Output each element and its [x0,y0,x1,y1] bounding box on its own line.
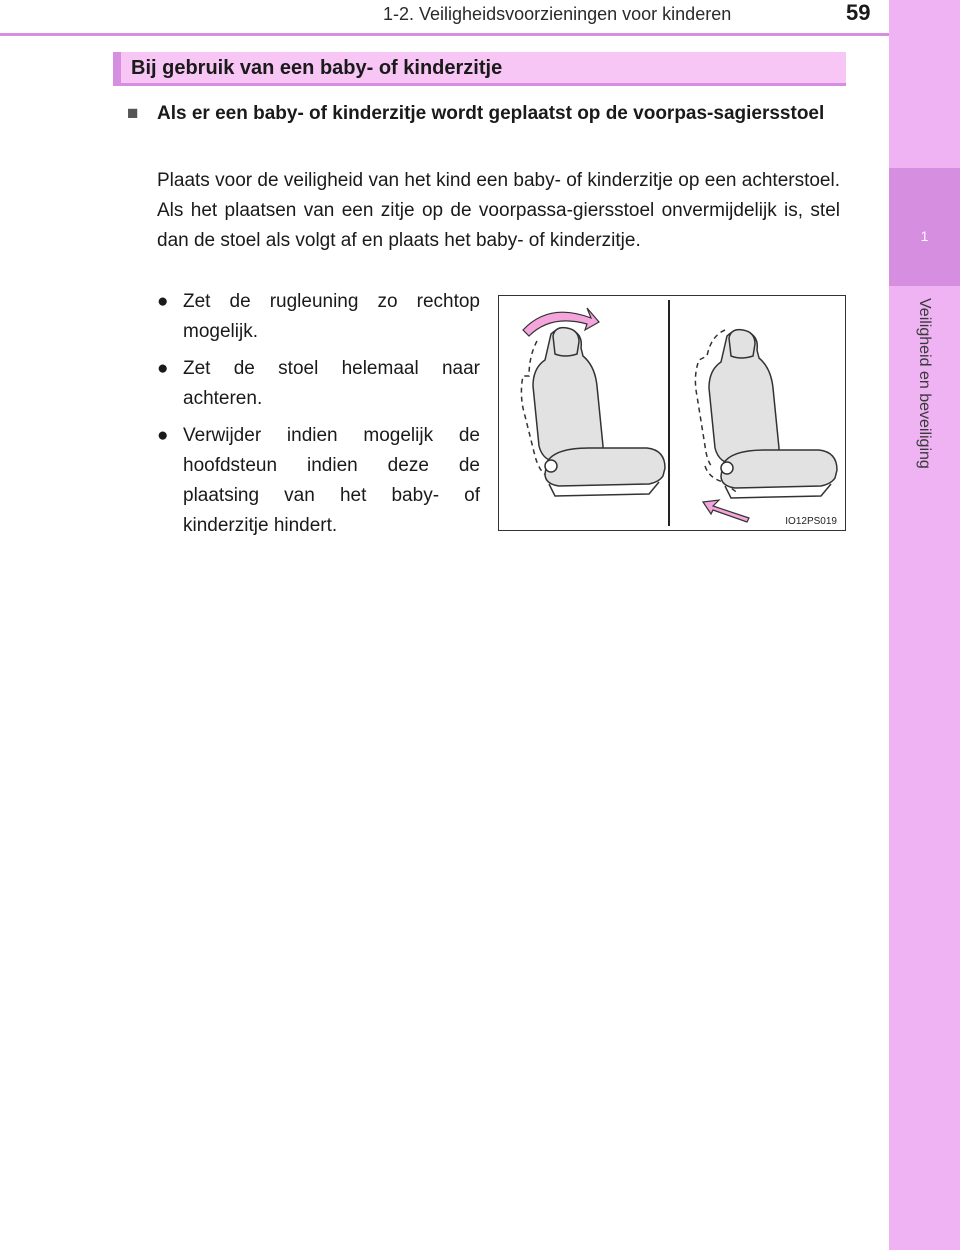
bullet-item [157,354,480,414]
left-cushion [545,448,665,486]
bullet-dot-icon: ● [157,425,169,446]
section-title-bar [113,52,846,86]
left-recline-knob [545,460,557,472]
left-seat-group [521,328,665,496]
slide-back-arrow-icon [703,500,749,522]
square-marker-icon: ■ [127,103,139,124]
sub-heading-text: Als er een baby- of kinderzitje wordt geplaatst op de voorpas-sagiersstoel [157,103,825,124]
bullet-item [157,421,480,541]
seat-illustration [499,296,845,530]
sub-heading [127,98,840,129]
header-divider [0,33,889,36]
seat-adjustment-figure [498,295,846,531]
chapter-title-vertical [902,298,946,518]
body-paragraph: Plaats voor de veiligheid van het kind een baby- of kinderzitje op een achterstoel. Als het plaatsen van een zitje op de voorpassa-giersstoel onvermijdelijk is, stel dan de stoel als volgt af en plaats het baby- of kinderzitje. [157,170,840,251]
chapter-side-tab [889,0,960,1250]
section-title: Bij gebruik van een baby- of kinderzitje [131,57,503,79]
left-headrest [553,328,579,356]
bullet-dot-icon: ● [157,358,169,379]
bullet-text: Zet de rugleuning zo rechtop mogelijk. [183,291,480,342]
bullet-text: Zet de stoel helemaal naar achteren. [183,358,480,409]
right-recline-knob [721,462,733,474]
chapter-number: 1 [920,228,929,244]
chapter-number-block [889,168,960,286]
bullet-text: Verwijder indien mogelijk de hoofdsteun indien deze de plaatsing van het baby- of kinderzitje hindert. [183,425,480,536]
bullet-dot-icon: ● [157,291,169,312]
figure-code: IO12PS019 [785,516,837,527]
right-seat-group [695,330,837,498]
right-headrest [729,330,755,358]
bullet-item [157,287,480,347]
bullet-list [157,287,480,548]
chapter-title: Veiligheid en beveiliging [916,298,933,469]
page-number: 59 [846,0,871,25]
running-header-title: 1-2. Veiligheidsvoorzieningen voor kinderen [383,4,732,24]
right-cushion [721,450,837,488]
